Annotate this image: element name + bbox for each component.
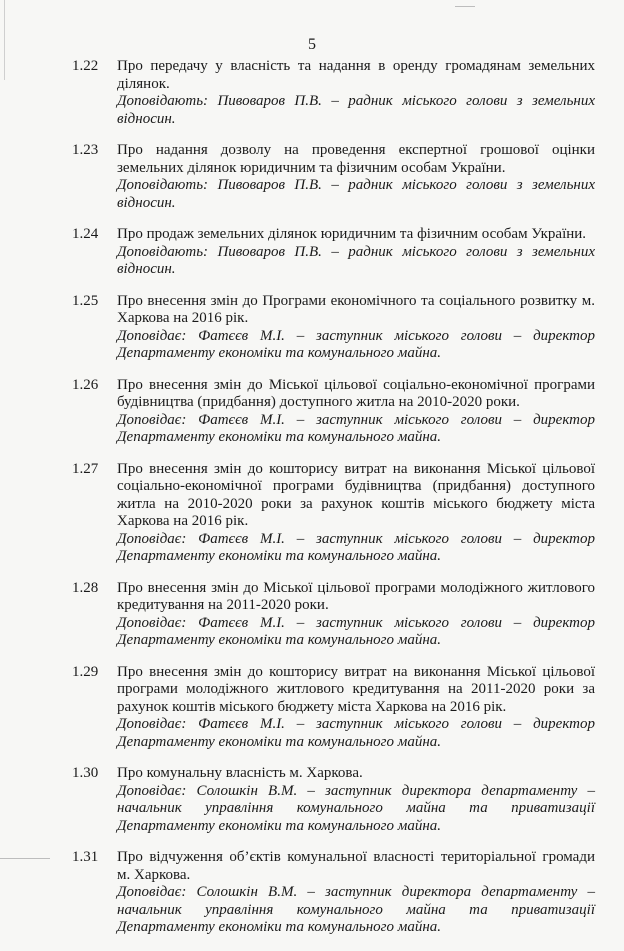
- item-title: Про комунальну власність м. Харкова.: [117, 765, 363, 781]
- item-speaker: Доповідає: Солошкін В.М. – заступник директора департаменту – начальник управління комунального майна та приватизації Департаменту економіки та комунального майна.: [117, 884, 595, 935]
- agenda-list: [0, 58, 624, 951]
- item-title: Про відчуження об’єктів комунальної власності територіальної громади м. Харкова.: [117, 849, 595, 883]
- item-number: 1.22: [72, 58, 99, 74]
- item-title: Про внесення змін до кошторису витрат на виконання Міської цільової програми молодіжного житлового кредитування на 2011-2020 роки за рахунок коштів міського бюджету міста Харкова на 2016 рік.: [117, 663, 595, 715]
- agenda-item: [0, 664, 624, 752]
- agenda-item: [0, 849, 624, 937]
- item-speaker: Доповідають: Пивоваров П.В. – радник міського голови з земельних відносин.: [117, 243, 595, 277]
- item-title: Про внесення змін до кошторису витрат на виконання Міської цільової соціально-економічної програми будівництва (придбання) доступного житла на 2010-2020 роки за рахунок коштів міського бюджету міста Харкова на 2016 рік.: [117, 460, 595, 529]
- agenda-item: [0, 226, 624, 279]
- item-speaker: Доповідає: Фатєєв М.І. – заступник міського голови – директор Департаменту економіки та комунального майна.: [117, 716, 595, 750]
- item-number: 1.25: [72, 292, 99, 309]
- item-number: 1.31: [72, 849, 99, 865]
- item-number: 1.23: [72, 142, 99, 158]
- scan-bottom-line: [0, 858, 50, 859]
- agenda-item: [0, 142, 624, 212]
- item-number: 1.24: [72, 226, 99, 242]
- item-number: 1.28: [72, 579, 99, 596]
- page-number: 5: [308, 36, 316, 53]
- item-speaker: Доповідає: Солошкін В.М. – заступник директора департаменту – начальник управління комунального майна та приватизації Департаменту економіки та комунального майна.: [117, 782, 595, 834]
- item-number: 1.26: [72, 376, 99, 393]
- item-title: Про внесення змін до Програми економічного та соціального розвитку м. Харкова на 2016 рік.: [117, 292, 595, 326]
- item-title: Про внесення змін до Міської цільової соціально-економічної програми будівництва (придбання) доступного житла на 2010-2020 роки.: [117, 376, 595, 410]
- scan-mark: [455, 6, 475, 7]
- item-number: 1.30: [72, 765, 99, 781]
- item-speaker: Доповідає: Фатєєв М.І. – заступник міського голови – директор Департаменту економіки та комунального майна.: [117, 614, 595, 648]
- agenda-item: [0, 461, 624, 566]
- item-speaker: Доповідають: Пивоваров П.В. – радник міського голови з земельних відносин.: [117, 177, 595, 211]
- agenda-item: [0, 293, 624, 363]
- agenda-item: [0, 765, 624, 835]
- item-title: Про надання дозволу на проведення експертної грошової оцінки земельних ділянок юридичним та фізичним особам України.: [117, 142, 595, 176]
- item-speaker: Доповідають: Пивоваров П.В. – радник міського голови з земельних відносин.: [117, 93, 595, 127]
- item-title: Про продаж земельних ділянок юридичним та фізичним особам України.: [117, 226, 587, 242]
- item-speaker: Доповідає: Фатєєв М.І. – заступник міського голови – директор Департаменту економіки та комунального майна.: [117, 530, 595, 564]
- item-number: 1.27: [72, 460, 99, 477]
- agenda-item: [0, 580, 624, 650]
- item-title: Про внесення змін до Міської цільової програми молодіжного житлового кредитування на 2011-2020 роки.: [117, 579, 595, 613]
- item-title: Про передачу у власність та надання в оренду громадянам земельних ділянок.: [117, 58, 595, 92]
- agenda-item: [0, 58, 624, 128]
- item-speaker: Доповідає: Фатєєв М.І. – заступник міського голови – директор Департаменту економіки та комунального майна.: [117, 327, 595, 361]
- item-speaker: Доповідає: Фатєєв М.І. – заступник міського голови – директор Департаменту економіки та комунального майна.: [117, 411, 595, 445]
- agenda-item: [0, 377, 624, 447]
- item-number: 1.29: [72, 663, 99, 680]
